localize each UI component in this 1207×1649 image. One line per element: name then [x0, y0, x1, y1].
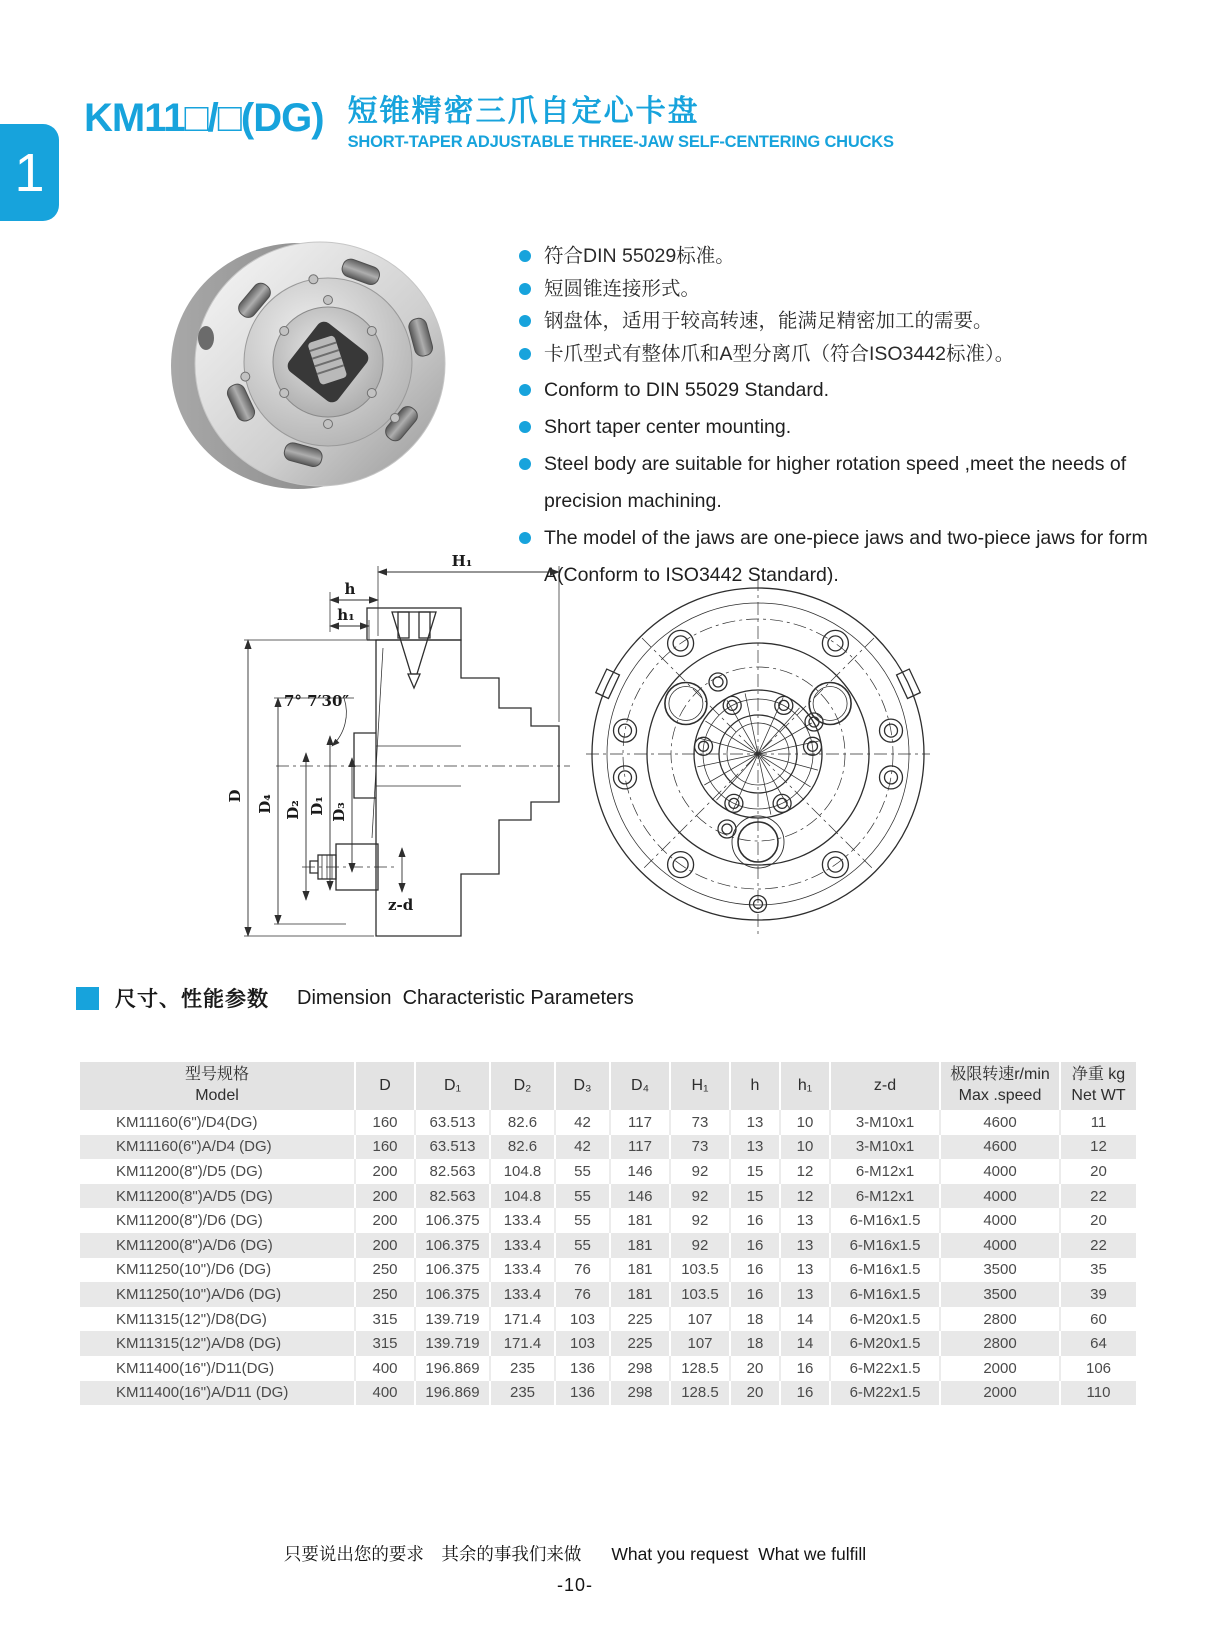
table-row	[80, 1258, 1136, 1283]
value-cell: 55	[555, 1233, 610, 1258]
value-cell: 128.5	[670, 1356, 730, 1381]
section-title-chinese: 尺寸、性能参数	[115, 988, 269, 1011]
model-cell: KM11315(12")A/D8 (DG)	[80, 1331, 355, 1356]
value-cell: 6-M22x1.5	[830, 1381, 940, 1406]
value-cell: 12	[1060, 1135, 1136, 1160]
value-cell: 400	[355, 1381, 415, 1406]
value-cell: 42	[555, 1110, 610, 1135]
value-cell: 10	[780, 1110, 830, 1135]
value-cell: 82.6	[490, 1110, 555, 1135]
value-cell: 200	[355, 1159, 415, 1184]
features-english	[519, 372, 1184, 594]
value-cell: 6-M16x1.5	[830, 1258, 940, 1283]
feature-text: 符合DIN 55029标准。	[544, 245, 735, 267]
value-cell: 128.5	[670, 1381, 730, 1406]
title-chinese: 短锥精密三爪自定心卡盘	[347, 95, 700, 128]
table-row	[80, 1208, 1136, 1233]
chuck-photo-illustration	[148, 228, 478, 503]
column-header-top: h	[750, 1076, 760, 1094]
value-cell: 3500	[940, 1282, 1060, 1307]
value-cell: 160	[355, 1110, 415, 1135]
model-cell: KM11200(8")/D6 (DG)	[80, 1208, 355, 1233]
table-head	[80, 1062, 1136, 1110]
value-cell: 16	[780, 1356, 830, 1381]
value-cell: 235	[490, 1381, 555, 1406]
value-cell: 4600	[940, 1110, 1060, 1135]
value-cell: 200	[355, 1208, 415, 1233]
column-header-top: D₁	[444, 1076, 461, 1094]
value-cell: 171.4	[490, 1331, 555, 1356]
value-cell: 133.4	[490, 1282, 555, 1307]
dim-label-h: h	[344, 580, 356, 598]
value-cell: 12	[780, 1159, 830, 1184]
bullet-icon	[519, 384, 531, 396]
footer-slogan-english: What you request What we fulfill	[611, 1544, 867, 1564]
page-header	[84, 96, 894, 152]
value-cell: 20	[730, 1356, 780, 1381]
feature-text: 短圆锥连接形式。	[544, 277, 701, 300]
value-cell: 16	[730, 1208, 780, 1233]
dim-label-zd: z-d	[388, 896, 414, 914]
value-cell: 139.719	[415, 1307, 490, 1332]
table-row	[80, 1282, 1136, 1307]
table-row	[80, 1307, 1136, 1332]
value-cell: 92	[670, 1208, 730, 1233]
model-cell: KM11400(16")/D11(DG)	[80, 1356, 355, 1381]
value-cell: 73	[670, 1110, 730, 1135]
feature-text: 卡爪型式有整体爪和A型分离爪（符合ISO3442标准）。	[544, 342, 1015, 365]
model-cell: KM11250(10")A/D6 (DG)	[80, 1282, 355, 1307]
value-cell: 103	[555, 1331, 610, 1356]
value-cell: 22	[1060, 1184, 1136, 1209]
value-cell: 14	[780, 1331, 830, 1356]
bullet-icon	[519, 315, 531, 327]
value-cell: 2800	[940, 1331, 1060, 1356]
feature-item	[519, 446, 1184, 520]
value-cell: 200	[355, 1184, 415, 1209]
column-header-bottom: Net WT	[1071, 1087, 1126, 1104]
dim-label-H1: H₁	[451, 552, 473, 570]
features-chinese	[519, 240, 1184, 370]
value-cell: 225	[610, 1307, 670, 1332]
model-cell: KM11200(8")A/D5 (DG)	[80, 1184, 355, 1209]
feature-item	[519, 305, 1184, 338]
value-cell: 16	[730, 1233, 780, 1258]
column-header	[670, 1062, 730, 1110]
value-cell: 181	[610, 1282, 670, 1307]
value-cell: 20	[1090, 1162, 1107, 1180]
value-cell: 76	[555, 1282, 610, 1307]
feature-item	[519, 338, 1184, 371]
value-cell: 6-M20x1.5	[830, 1331, 940, 1356]
value-cell: 16	[730, 1282, 780, 1307]
column-header-bottom: Max .speed	[958, 1087, 1042, 1104]
bullet-icon	[519, 348, 531, 360]
dim-label-h1: h₁	[337, 606, 355, 624]
feature-text: Short taper center mounting.	[544, 416, 792, 438]
value-cell: 104.8	[490, 1159, 555, 1184]
value-cell: 117	[610, 1135, 670, 1160]
page-number: -10-	[556, 1575, 593, 1595]
value-cell: 133.4	[490, 1208, 555, 1233]
feature-item	[519, 240, 1184, 273]
value-cell: 250	[355, 1258, 415, 1283]
value-cell: 13	[780, 1258, 830, 1283]
value-cell: 106.375	[415, 1258, 490, 1283]
value-cell: 106.375	[415, 1233, 490, 1258]
value-cell: 133.4	[490, 1233, 555, 1258]
feature-text: 钢盘体，适用于较高转速，能满足精密加工的需要。	[544, 310, 993, 332]
value-cell: 18	[730, 1331, 780, 1356]
value-cell: 35	[1090, 1261, 1107, 1279]
value-cell: 103	[555, 1307, 610, 1332]
value-cell: 225	[610, 1331, 670, 1356]
column-header-top: 型号规格	[184, 1066, 249, 1084]
feature-text: The model of the jaws are one-piece jaws and two-piece jaws for form A(Conform to ISO3442 Standard).	[544, 527, 1148, 586]
value-cell: 4000	[940, 1208, 1060, 1233]
value-cell: 106.375	[415, 1282, 490, 1307]
dim-label-D4: D₄	[256, 794, 274, 814]
value-cell: 20	[730, 1381, 780, 1406]
value-cell: 315	[355, 1307, 415, 1332]
value-cell: 103.5	[670, 1282, 730, 1307]
value-cell: 13	[780, 1208, 830, 1233]
column-header-bottom: Model	[195, 1087, 239, 1104]
value-cell: 3-M10x1	[830, 1135, 940, 1160]
bullet-icon	[519, 458, 531, 470]
column-header	[80, 1062, 355, 1110]
value-cell: 4600	[940, 1135, 1060, 1160]
model-cell: KM11160(6")A/D4 (DG)	[80, 1135, 355, 1160]
table-row	[80, 1381, 1136, 1406]
value-cell: 104.8	[490, 1184, 555, 1209]
value-cell: 298	[610, 1356, 670, 1381]
column-header	[610, 1062, 670, 1110]
column-header-top: 极限转速r/min	[950, 1066, 1050, 1084]
model-cell: KM11200(8")A/D6 (DG)	[80, 1233, 355, 1258]
value-cell: 196.869	[415, 1381, 490, 1406]
column-header	[355, 1062, 415, 1110]
value-cell: 13	[780, 1233, 830, 1258]
value-cell: 39	[1060, 1282, 1136, 1307]
parameters-table	[80, 1062, 1136, 1405]
model-code: KM11□/□(DG)	[84, 96, 324, 140]
value-cell: 92	[670, 1184, 730, 1209]
value-cell: 6-M12x1	[830, 1159, 940, 1184]
value-cell: 6-M12x1	[830, 1184, 940, 1209]
feature-item	[519, 273, 1184, 306]
model-cell: KM11250(10")/D6 (DG)	[80, 1258, 355, 1283]
column-header-top: D₃	[573, 1076, 592, 1094]
column-header	[555, 1062, 610, 1110]
value-cell: 196.869	[415, 1356, 490, 1381]
table-row	[80, 1110, 1136, 1135]
value-cell: 4000	[940, 1159, 1060, 1184]
value-cell: 181	[610, 1258, 670, 1283]
value-cell: 20	[1090, 1212, 1107, 1230]
value-cell: 146	[610, 1184, 670, 1209]
value-cell: 107	[670, 1307, 730, 1332]
value-cell: 4000	[940, 1184, 1060, 1209]
value-cell: 55	[555, 1208, 610, 1233]
value-cell: 2000	[940, 1356, 1060, 1381]
value-cell: 117	[610, 1110, 670, 1135]
section-view-drawing	[226, 548, 574, 956]
value-cell: 4000	[940, 1233, 1060, 1258]
section-heading	[76, 983, 634, 1013]
feature-item	[519, 409, 1184, 446]
column-header	[1060, 1062, 1136, 1110]
chapter-tab	[0, 124, 59, 221]
value-cell: 63.513	[415, 1135, 490, 1160]
value-cell: 15	[730, 1184, 780, 1209]
value-cell: 136	[555, 1356, 610, 1381]
table-row	[80, 1331, 1136, 1356]
value-cell: 64	[1060, 1331, 1136, 1356]
value-cell: 103.5	[670, 1258, 730, 1283]
value-cell: 200	[355, 1233, 415, 1258]
value-cell: 6-M20x1.5	[830, 1307, 940, 1332]
value-cell: 14	[780, 1307, 830, 1332]
value-cell: 82.6	[490, 1135, 555, 1160]
table-body	[80, 1110, 1136, 1405]
footer-slogan	[0, 1541, 1150, 1566]
value-cell: 3-M10x1	[830, 1110, 940, 1135]
value-cell: 136	[555, 1381, 610, 1406]
value-cell: 12	[780, 1184, 830, 1209]
bullet-icon	[519, 532, 531, 544]
table-row	[80, 1184, 1136, 1209]
column-header	[780, 1062, 830, 1110]
value-cell: 11	[1090, 1113, 1107, 1131]
value-cell: 6-M16x1.5	[830, 1208, 940, 1233]
dim-label-D1: D₁	[308, 796, 326, 816]
value-cell: 63.513	[415, 1110, 490, 1135]
product-photo	[148, 228, 478, 503]
value-cell: 92	[670, 1233, 730, 1258]
table-row	[80, 1159, 1136, 1184]
value-cell: 92	[670, 1159, 730, 1184]
column-header	[830, 1062, 940, 1110]
dim-label-angle: 7° 7′30″	[284, 692, 350, 710]
bullet-icon	[519, 421, 531, 433]
column-header	[415, 1062, 490, 1110]
value-cell: 60	[1090, 1310, 1107, 1328]
value-cell: 13	[780, 1282, 830, 1307]
section-marker-icon	[76, 987, 99, 1010]
title-english: SHORT-TAPER ADJUSTABLE THREE-JAW SELF-CENTERING CHUCKS	[347, 132, 894, 151]
value-cell: 181	[610, 1208, 670, 1233]
footer-slogan-chinese: 只要说出您的要求 其余的事我们来做	[283, 1544, 582, 1564]
value-cell: 2000	[940, 1381, 1060, 1406]
value-cell: 400	[355, 1356, 415, 1381]
value-cell: 146	[610, 1159, 670, 1184]
column-header	[940, 1062, 1060, 1110]
front-view-drawing	[580, 570, 935, 942]
value-cell: 3500	[940, 1258, 1060, 1283]
value-cell: 139.719	[415, 1331, 490, 1356]
table-row	[80, 1233, 1136, 1258]
column-header	[490, 1062, 555, 1110]
value-cell: 106.375	[415, 1208, 490, 1233]
value-cell: 82.563	[415, 1184, 490, 1209]
value-cell: 10	[780, 1135, 830, 1160]
column-header-top: D	[379, 1076, 391, 1094]
value-cell: 13	[730, 1110, 780, 1135]
value-cell: 133.4	[490, 1258, 555, 1283]
chapter-number: 1	[14, 142, 45, 203]
value-cell: 298	[610, 1381, 670, 1406]
value-cell: 235	[490, 1356, 555, 1381]
model-cell: KM11315(12")/D8(DG)	[80, 1307, 355, 1332]
value-cell: 55	[555, 1184, 610, 1209]
value-cell: 6-M22x1.5	[830, 1356, 940, 1381]
dim-label-D3: D₃	[330, 802, 348, 822]
bullet-icon	[519, 250, 531, 262]
table-row	[80, 1135, 1136, 1160]
value-cell: 42	[555, 1135, 610, 1160]
section-title-english: Dimension Characteristic Parameters	[297, 986, 634, 1009]
column-header-top: z-d	[873, 1076, 897, 1094]
column-header-top: H₁	[691, 1076, 709, 1094]
feature-item	[519, 372, 1184, 409]
value-cell: 315	[355, 1331, 415, 1356]
title-block	[348, 96, 894, 152]
dim-label-D2: D₂	[284, 800, 302, 820]
value-cell: 16	[730, 1258, 780, 1283]
value-cell: 160	[355, 1135, 415, 1160]
table-row	[80, 1356, 1136, 1381]
feature-text: Conform to DIN 55029 Standard.	[544, 379, 830, 401]
column-header-top: 净重 kg	[1071, 1066, 1126, 1084]
model-cell: KM11200(8")/D5 (DG)	[80, 1159, 355, 1184]
value-cell: 6-M16x1.5	[830, 1282, 940, 1307]
header-row	[80, 1062, 1136, 1110]
value-cell: 55	[555, 1159, 610, 1184]
value-cell: 15	[730, 1159, 780, 1184]
value-cell: 73	[670, 1135, 730, 1160]
value-cell: 110	[1060, 1381, 1136, 1406]
column-header-top: D₄	[630, 1076, 650, 1094]
column-header-top: h₁	[797, 1076, 813, 1094]
value-cell: 171.4	[490, 1307, 555, 1332]
value-cell: 107	[670, 1331, 730, 1356]
value-cell: 6-M16x1.5	[830, 1233, 940, 1258]
column-header-top: D₂	[513, 1076, 532, 1094]
value-cell: 13	[730, 1135, 780, 1160]
model-cell: KM11400(16")A/D11 (DG)	[80, 1381, 355, 1406]
page-footer	[0, 1541, 1150, 1596]
dim-label-D: D	[226, 789, 244, 803]
model-cell: KM11160(6")/D4(DG)	[80, 1110, 355, 1135]
bullet-icon	[519, 283, 531, 295]
value-cell: 106	[1085, 1359, 1112, 1377]
value-cell: 22	[1060, 1233, 1136, 1258]
value-cell: 2800	[940, 1307, 1060, 1332]
value-cell: 181	[610, 1233, 670, 1258]
value-cell: 18	[730, 1307, 780, 1332]
value-cell: 82.563	[415, 1159, 490, 1184]
column-header	[730, 1062, 780, 1110]
value-cell: 76	[555, 1258, 610, 1283]
value-cell: 250	[355, 1282, 415, 1307]
feature-text: Steel body are suitable for higher rotation speed ,meet the needs of precision machining.	[544, 453, 1127, 512]
value-cell: 16	[780, 1381, 830, 1406]
